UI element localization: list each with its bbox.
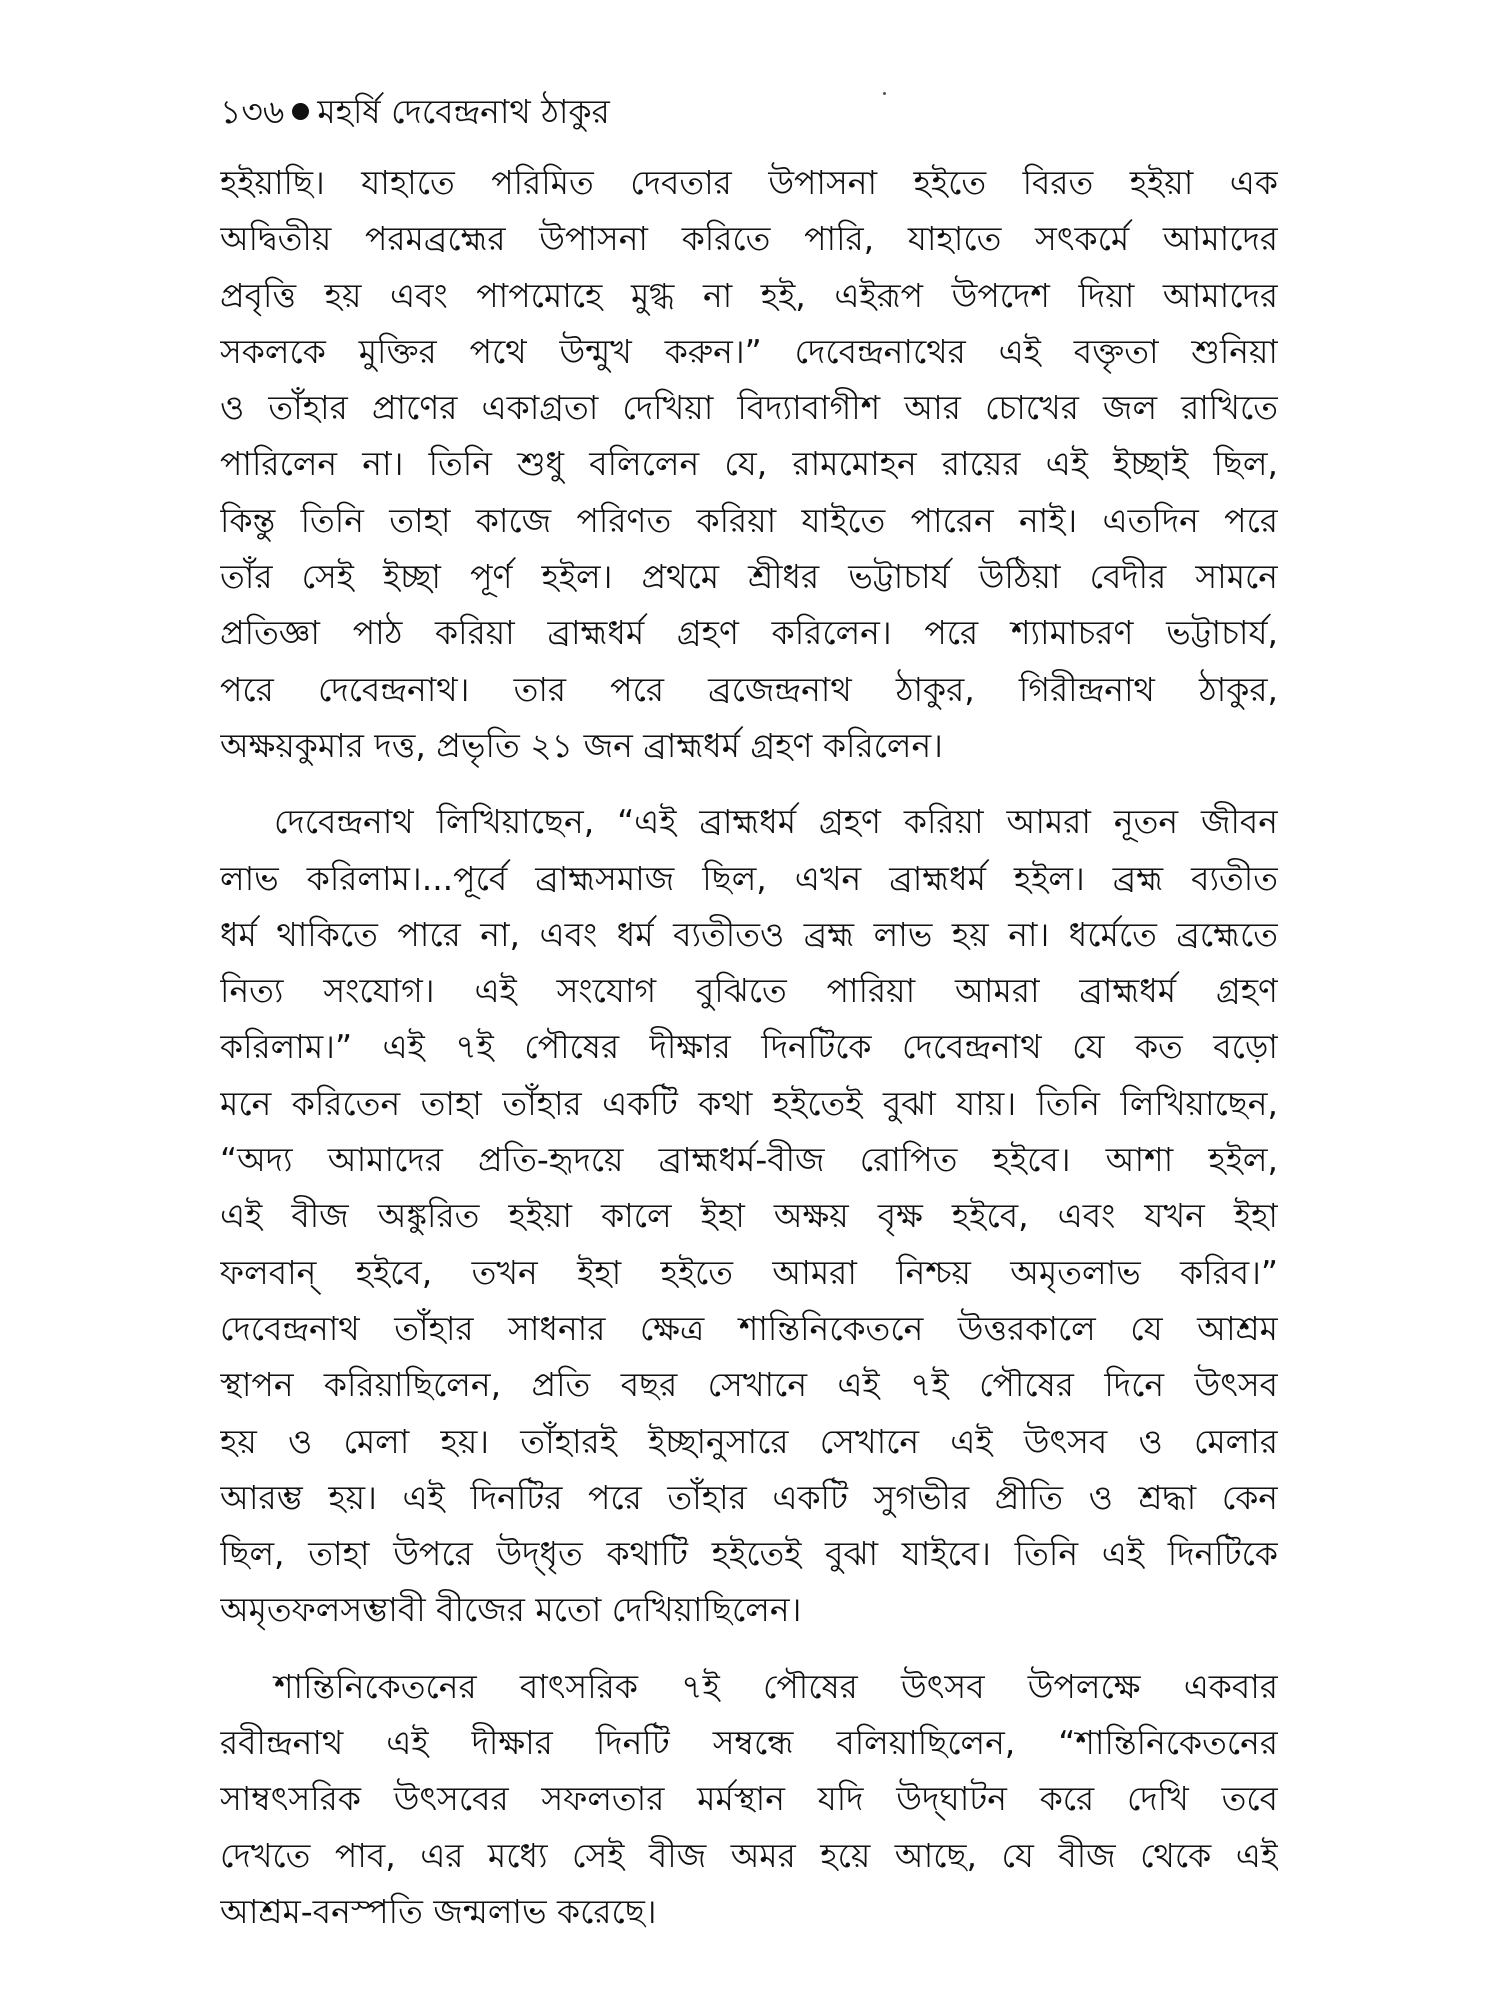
paragraph-gap [220, 1639, 1278, 1659]
paragraph [220, 794, 1278, 1638]
print-speck [883, 92, 886, 95]
text-line: অক্ষয়কুমার দত্ত, প্রভৃতি ২১ জন ব্রাহ্মধর্ম গ্রহণ করিলেন। [220, 725, 943, 765]
book-title: মহর্ষি দেবেন্দ্রনাথ ঠাকুর [317, 92, 610, 131]
text-line: সাম্বৎসরিক উৎসবের সফলতার মর্মস্থান যদি উদ্‌ঘাটন করে দেখি তবে [220, 1779, 1278, 1819]
paragraph [220, 1659, 1278, 1940]
text-line: ছিল, তাহা উপরে উদ্‌ধৃত কথাটি হইতেই বুঝা যাইবে। তিনি এই দিনটিকে [220, 1534, 1278, 1574]
running-header [220, 92, 610, 132]
text-line: ও তাঁহার প্রাণের একাগ্রতা দেখিয়া বিদ্যাবাগীশ আর চোখের জল রাখিতে [220, 388, 1278, 428]
text-line: পরে দেবেন্দ্রনাথ। তার পরে ব্রজেন্দ্রনাথ ঠাকুর, গিরীন্দ্রনাথ ঠাকুর, [220, 669, 1278, 709]
text-line: স্থাপন করিয়াছিলেন, প্রতি বছর সেখানে এই ৭ই পৌষের দিনে উৎসব [220, 1365, 1278, 1405]
text-line: লাভ করিলাম।...পূর্বে ব্রাহ্মসমাজ ছিল, এখন ব্রাহ্মধর্ম হইল। ব্রহ্ম ব্যতীত [220, 858, 1278, 898]
text-line: ধর্ম থাকিতে পারে না, এবং ধর্ম ব্যতীতও ব্রহ্ম লাভ হয় না। ধর্মেতে ব্রহ্মেতে [220, 914, 1278, 954]
text-line: “অদ্য আমাদের প্রতি-হৃদয়ে ব্রাহ্মধর্ম-বীজ রোপিত হইবে। আশা হইল, [220, 1140, 1278, 1180]
text-line: তাঁর সেই ইচ্ছা পূর্ণ হইল। প্রথমে শ্রীধর ভট্টাচার্য উঠিয়া বেদীর সামনে [220, 557, 1278, 597]
text-line: দেবেন্দ্রনাথ লিখিয়াছেন, “এই ব্রাহ্মধর্ম গ্রহণ করিয়া আমরা নূতন জীবন [274, 802, 1278, 842]
text-line: মনে করিতেন তাহা তাঁহার একটি কথা হইতেই বুঝা যায়। তিনি লিখিয়াছেন, [220, 1083, 1278, 1123]
text-line: অমৃতফলসম্ভাবী বীজের মতো দেখিয়াছিলেন। [220, 1590, 802, 1630]
text-line: আরম্ভ হয়। এই দিনটির পরে তাঁহার একটি সুগভীর প্রীতি ও শ্রদ্ধা কেন [220, 1477, 1278, 1517]
text-line: সকলকে মুক্তির পথে উন্মুখ করুন।” দেবেন্দ্রনাথের এই বক্তৃতা শুনিয়া [220, 331, 1278, 371]
text-line: শান্তিনিকেতনের বাৎসরিক ৭ই পৌষের উৎসব উপলক্ষে একবার [274, 1666, 1278, 1706]
text-line: আশ্রম-বনস্পতি জন্মলাভ করেছে। [220, 1891, 657, 1931]
text-line: করিলাম।” এই ৭ই পৌষের দীক্ষার দিনটিকে দেবেন্দ্রনাথ যে কত বড়ো [220, 1027, 1278, 1067]
bullet-separator-icon [292, 103, 309, 120]
text-line: প্রবৃত্তি হয় এবং পাপমোহে মুগ্ধ না হই, এইরূপ উপদেশ দিয়া আমাদের [220, 275, 1278, 315]
text-line: প্রতিজ্ঞা পাঠ করিয়া ব্রাহ্মধর্ম গ্রহণ করিলেন। পরে শ্যামাচরণ ভট্টাচার্য, [220, 613, 1278, 653]
body-text [220, 155, 1278, 1940]
text-line: হইয়াছি। যাহাতে পরিমিত দেবতার উপাসনা হইতে বিরত হইয়া এক [220, 163, 1278, 202]
text-line: অদ্বিতীয় পরমব্রহ্মের উপাসনা করিতে পারি, যাহাতে সৎকর্মে আমাদের [220, 219, 1278, 259]
text-line: কিন্তু তিনি তাহা কাজে পরিণত করিয়া যাইতে পারেন নাই। এতদিন পরে [220, 500, 1278, 540]
text-line: নিত্য সংযোগ। এই সংযোগ বুঝিতে পারিয়া আমরা ব্রাহ্মধর্ম গ্রহণ [220, 971, 1278, 1011]
text-line: রবীন্দ্রনাথ এই দীক্ষার দিনটি সম্বন্ধে বলিয়াছিলেন, “শান্তিনিকেতনের [220, 1723, 1278, 1763]
text-line: দেখতে পাব, এর মধ্যে সেই বীজ অমর হয়ে আছে, যে বীজ থেকে এই [220, 1835, 1278, 1875]
text-line: এই বীজ অঙ্কুরিত হইয়া কালে ইহা অক্ষয় বৃক্ষ হইবে, এবং যখন ইহা [220, 1196, 1278, 1236]
page-number: ১৩৬ [220, 92, 285, 131]
text-line: পারিলেন না। তিনি শুধু বলিলেন যে, রামমোহন রায়ের এই ইচ্ছাই ছিল, [220, 444, 1278, 484]
paragraph [220, 155, 1278, 774]
text-line: হয় ও মেলা হয়। তাঁহারই ইচ্ছানুসারে সেখানে এই উৎসব ও মেলার [220, 1421, 1278, 1461]
text-line: ফলবান্ হইবে, তখন ইহা হইতে আমরা নিশ্চয় অমৃতলাভ করিব।” [220, 1252, 1278, 1292]
text-line: দেবেন্দ্রনাথ তাঁহার সাধনার ক্ষেত্র শান্তিনিকেতনে উত্তরকালে যে আশ্রম [220, 1308, 1278, 1348]
paragraph-gap [220, 774, 1278, 794]
